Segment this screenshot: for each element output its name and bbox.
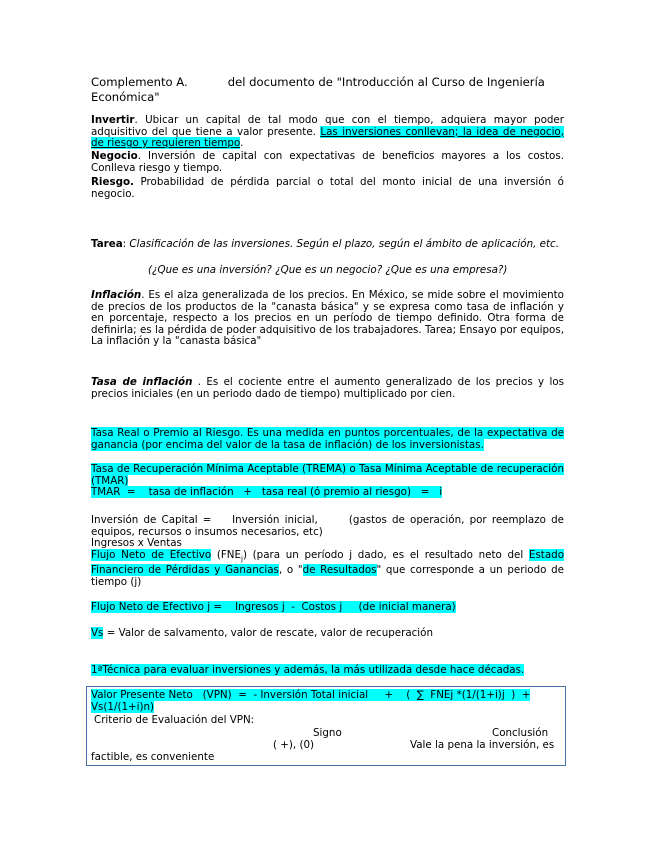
term-tasa-inflacion: Tasa de inflación (91, 376, 193, 388)
term-invertir: Invertir (91, 114, 135, 126)
tecnica-block (91, 665, 564, 677)
inversion-capital-block (91, 514, 568, 589)
vs-text: = Valor de salvamento, valor de rescate, valor de recuperación (103, 627, 433, 639)
definition-riesgo (91, 177, 564, 200)
flujo-term: Flujo Neto de Efectivo (91, 548, 212, 561)
riesgo-text: Probabilidad de pérdida parcial o total del monto inicial de una inversión ó negocio. (91, 176, 564, 200)
definition-tasa-real (91, 428, 564, 451)
inversion-capital-text: Inversión de Capital = Inversión inicial, (gastos de operación, por reemplazo de equipos, recursos o insumos necesarios, etc) (91, 514, 568, 538)
term-riesgo: Riesgo. (91, 176, 134, 188)
tmar-formula: TMAR = tasa de inflación + tasa real (ó premio al riesgo) = i (91, 486, 443, 499)
tasa-real-text: Tasa Real o Premio al Riesgo. Es una medida en puntos porcentuales, de la expectativa de ganancia (por encima del valor de la tasa de inflación) de los inversionistas. (91, 427, 564, 451)
tecnica-text: 1ªTécnica para evaluar inversiones y además, la más utilizada desde hace décadas. (91, 664, 525, 676)
ingresos-text: Ingresos x Ventas (91, 537, 182, 550)
invertir-text: . Ubicar un capital de tal modo que con el tiempo, adquiera mayor poder adquisitivo del que tiene a valor presente. (91, 114, 564, 138)
vpn-criterio: Criterio de Evaluación del VPN: (94, 714, 255, 726)
flujo-t3: , o " (278, 564, 303, 577)
document-title (91, 75, 564, 105)
tarea-block (91, 239, 564, 251)
term-tarea: Tarea (91, 238, 123, 250)
definition-tasa-inflacion (91, 377, 564, 400)
definition-inflacion (91, 290, 564, 348)
flujo-subscript: j (241, 554, 243, 563)
inflacion-text: . Es el alza generalizada de los precios. En México, se mide sobre el movimiento de precios de los productos de la "canasta básica" y se expresa como tasa de inflación y en porcentaje, respecto a los precios en un período de tiempo definido. Otra forma de definirla; es la pérdida de poder adquisitivo de los trabajadores. Tarea; Ensayo por equipos, La inflación y la "canasta básica" (91, 289, 564, 348)
tarea-questions: (¿Que es una inversión? ¿Que es un negocio? ¿Que es una empresa?) (148, 264, 508, 276)
term-inflacion: Inflación (91, 289, 142, 301)
term-negocio: Negocio (91, 150, 138, 162)
title-part1: Complemento A. (91, 75, 188, 89)
vpn-conclusion-value: Vale la pena la inversión, es (410, 739, 555, 751)
vpn-signo-header: Signo (313, 727, 342, 739)
vs-block (91, 628, 564, 640)
trema-text: Tasa de Recuperación Mínima Aceptable (TREMA) o Tasa Mínima Aceptable de recuperación (TMAR) (91, 463, 564, 487)
vpn-formula-line1: Valor Presente Neto (VPN) = - Inversión Total inicial + ( ∑ FNEj *(1/(1+i)j ) + (91, 689, 531, 701)
flujo-formula: Flujo Neto de Efectivo j = Ingresos j - Costos j (de inicial manera) (91, 601, 456, 613)
flujo-t4: " que corresponde a un periodo de tiempo (j) (91, 564, 564, 589)
tarea-text: Clasificación de las inversiones. Según el plazo, según el ámbito de aplicación, etc. (126, 238, 559, 250)
vpn-formula (91, 690, 564, 713)
definition-trema (91, 464, 564, 499)
flujo-t2: ) (para un período j dado, es el resultado neto del (242, 548, 529, 561)
tasa-inflacion-text: . Es el cociente entre el aumento generalizado de los precios y los precios iniciales (en un periodo dado de tiempo) multiplicado por cien. (91, 376, 564, 400)
flujo-t1: (FNE (211, 548, 242, 561)
vpn-signo-value: ( +), (0) (273, 739, 315, 751)
vpn-formula-line2: Vs(1/(1+i)n) (91, 700, 155, 713)
invertir-highlight: Las inversiones conllevan; la idea de negocio, de riesgo y requieren tiempo (91, 125, 565, 150)
definition-negocio (91, 151, 564, 174)
title-part2: del documento de "Introducción al Curso de Ingeniería Económica" (91, 75, 545, 104)
vpn-factible: factible, es conveniente (91, 751, 215, 763)
definition-invertir (91, 115, 564, 150)
estado-financiero-highlight: Estado Financiero de Pérdidas y Ganancias (91, 548, 564, 577)
vs-term: Vs (91, 627, 104, 639)
flujo-formula-block (91, 602, 564, 614)
invertir-tail: . (240, 137, 244, 150)
de-resultados-highlight: de Resultados (302, 564, 377, 577)
tarea-colon: : (122, 238, 127, 250)
vpn-conclusion-header: Conclusión (492, 727, 549, 739)
negocio-text: . Inversión de capital con expectativas de beneficios mayores a los costos. Conlleva riesgo y tiempo. (91, 150, 564, 174)
